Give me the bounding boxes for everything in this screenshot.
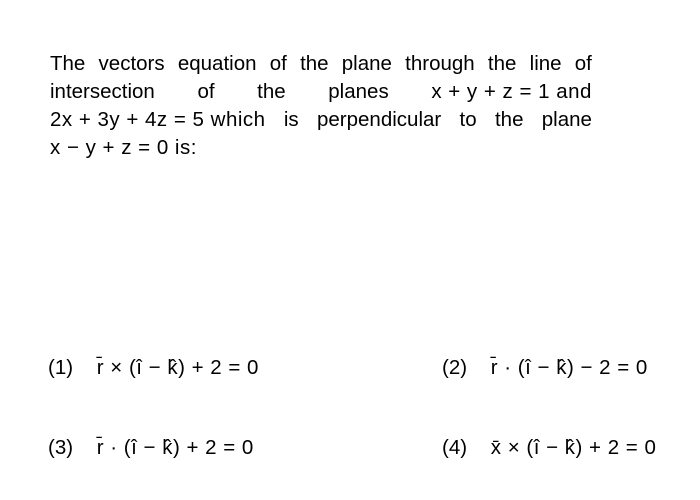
- word: through: [405, 52, 475, 75]
- word: of: [574, 52, 592, 75]
- word: line: [529, 52, 562, 75]
- option-expression: r̄ × (î − k̂) + 2 = 0: [96, 356, 259, 379]
- question-line-3: [50, 106, 592, 134]
- equation-plane-3: x − y + z = 0 is:: [50, 136, 197, 159]
- word: plane: [541, 108, 592, 131]
- word: equation: [177, 52, 257, 75]
- option-number: (2): [442, 356, 468, 379]
- option-expression: r̄ · (î − k̂) + 2 = 0: [96, 436, 254, 459]
- option-1[interactable]: [48, 354, 259, 382]
- word: planes: [328, 80, 389, 103]
- option-number: (4): [442, 436, 468, 459]
- question-line-2: [50, 78, 592, 106]
- word: vectors: [98, 52, 165, 75]
- option-number: (3): [48, 436, 74, 459]
- word: the: [487, 52, 517, 75]
- word: perpendicular: [317, 108, 442, 131]
- option-number: (1): [48, 356, 74, 379]
- word: of: [269, 52, 287, 75]
- equation-plane-1: x + y + z = 1 and: [431, 80, 592, 103]
- word: is: [283, 108, 299, 131]
- option-2[interactable]: [442, 354, 648, 382]
- word: of: [197, 80, 215, 103]
- question-line-1: [50, 50, 592, 78]
- question-line-4: [50, 134, 592, 162]
- option-3[interactable]: [48, 434, 254, 462]
- word: The: [50, 52, 86, 75]
- option-expression: r̄ · (î − k̂) − 2 = 0: [490, 356, 648, 379]
- option-4[interactable]: [442, 434, 656, 462]
- word: the: [494, 108, 524, 131]
- question-text: [50, 50, 592, 162]
- word: intersection: [50, 80, 155, 103]
- word: to: [459, 108, 477, 131]
- option-expression: x̄ × (î − k̂) + 2 = 0: [490, 436, 657, 459]
- equation-plane-2: 2x + 3y + 4z = 5 which: [50, 108, 266, 131]
- word: the: [300, 52, 329, 75]
- word: the: [257, 80, 286, 103]
- word: plane: [341, 52, 392, 75]
